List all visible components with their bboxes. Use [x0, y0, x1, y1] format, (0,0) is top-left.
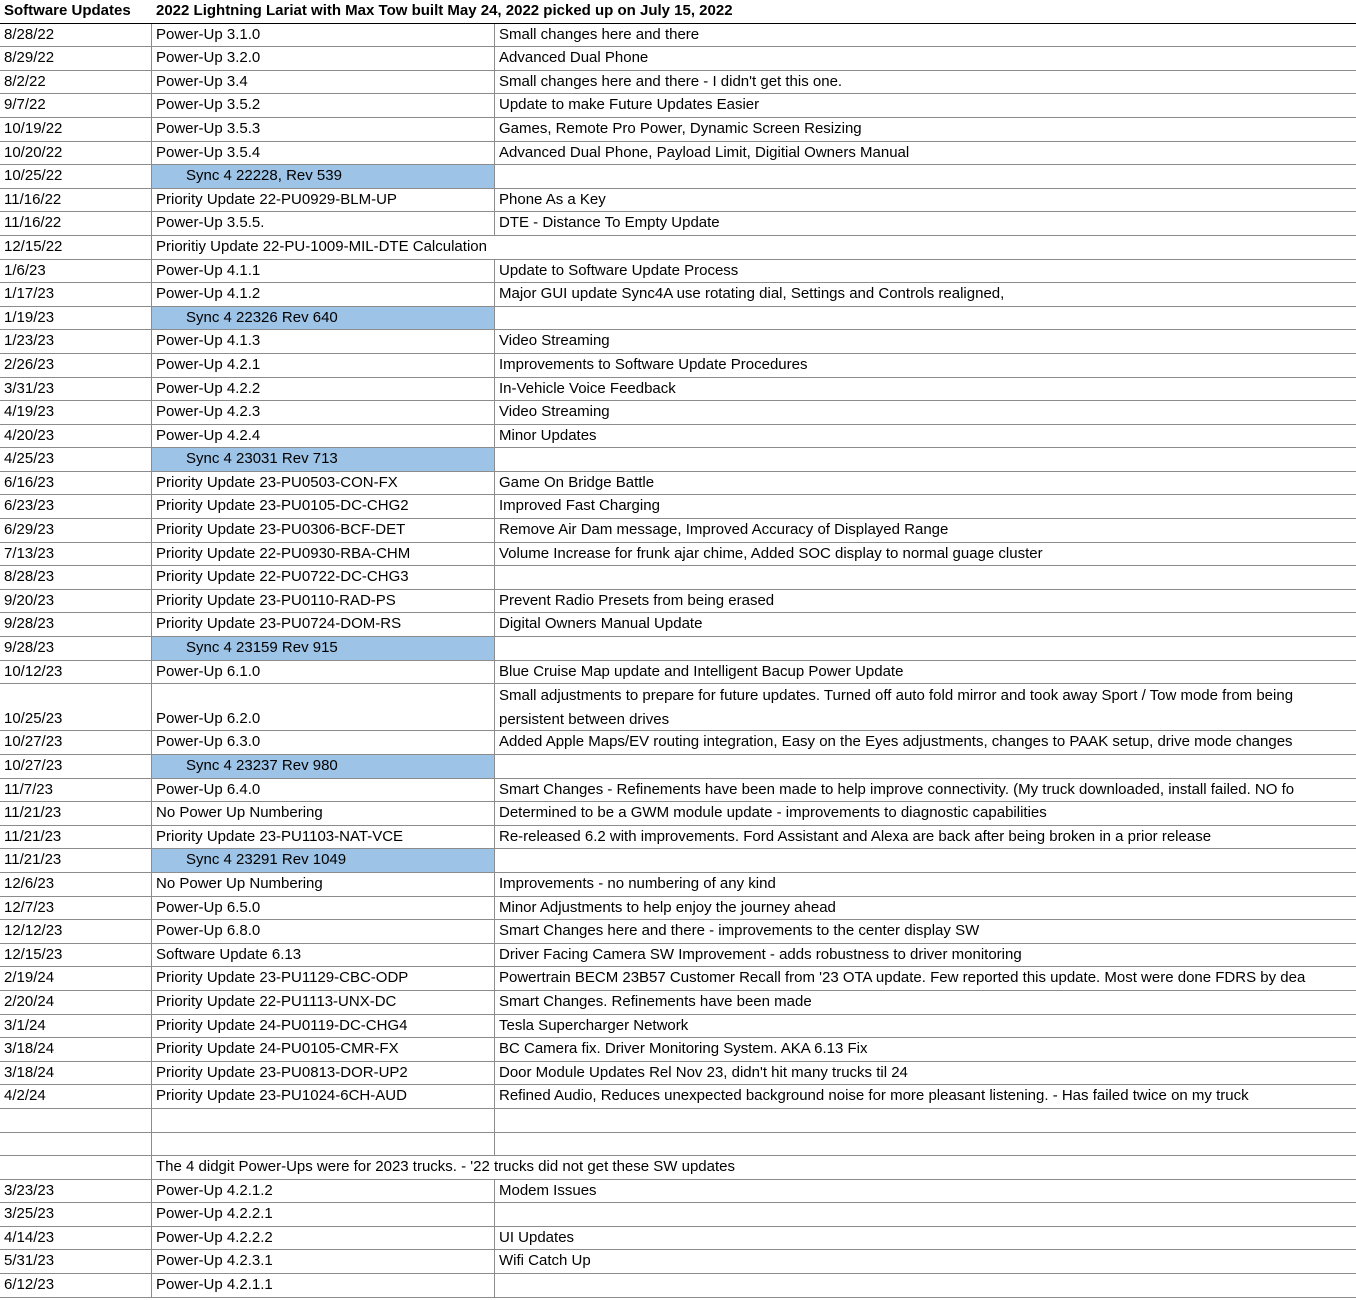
- table-row: [0, 354, 1356, 378]
- table-row: [0, 47, 1356, 71]
- date-cell[interactable]: 8/2/22: [0, 71, 152, 94]
- date-cell[interactable]: 4/19/23: [0, 401, 152, 424]
- data-rows: [0, 24, 1356, 1298]
- table-row: [0, 1180, 1356, 1204]
- date-cell[interactable]: 10/12/23: [0, 661, 152, 684]
- notes-cell[interactable]: Door Module Updates Rel Nov 23, didn't hit many trucks til 24: [499, 1063, 908, 1081]
- date-cell[interactable]: 4/14/23: [0, 1227, 152, 1250]
- notes-cell[interactable]: Update to Software Update Process: [499, 261, 739, 279]
- version-cell[interactable]: Power-Up 4.1.1: [152, 260, 495, 283]
- notes-cell[interactable]: Smart Changes here and there - improvements to the center display SW: [499, 922, 980, 940]
- table-row: [0, 1227, 1356, 1251]
- notes-cell[interactable]: [495, 637, 1356, 660]
- notes-cell[interactable]: UI Updates: [499, 1228, 575, 1246]
- notes-cell[interactable]: Phone As a Key: [499, 190, 606, 208]
- version-cell[interactable]: Priority Update 23-PU0813-DOR-UP2: [152, 1062, 495, 1085]
- version-cell[interactable]: [152, 1133, 495, 1156]
- header-title-cell[interactable]: 2022 Lightning Lariat with Max Tow built May 24, 2022 picked up on July 15, 2022: [156, 2, 733, 19]
- version-cell[interactable]: Power-Up 6.3.0: [152, 731, 495, 754]
- date-cell[interactable]: 7/13/23: [0, 543, 152, 566]
- sync-version-cell[interactable]: Sync 4 23031 Rev 713: [152, 448, 495, 471]
- table-row: [0, 71, 1356, 95]
- table-row: [0, 1109, 1356, 1133]
- notes-cell[interactable]: Advanced Dual Phone, Payload Limit, Digitial Owners Manual: [499, 143, 910, 161]
- date-cell[interactable]: 2/20/24: [0, 991, 152, 1014]
- table-row: [0, 1133, 1356, 1157]
- notes-cell[interactable]: DTE - Distance To Empty Update: [499, 214, 720, 232]
- sync-version-cell[interactable]: Sync 4 23237 Rev 980: [152, 755, 495, 778]
- table-row: [0, 590, 1356, 614]
- version-cell[interactable]: Power-Up 4.2.2.2: [152, 1227, 495, 1250]
- date-cell[interactable]: 2/26/23: [0, 354, 152, 377]
- table-row: [0, 118, 1356, 142]
- version-cell[interactable]: [152, 1109, 495, 1132]
- notes-cell[interactable]: [495, 448, 1356, 471]
- table-row: [0, 260, 1356, 284]
- table-row: [0, 967, 1356, 991]
- notes-cell[interactable]: Improvements - no numbering of any kind: [499, 874, 776, 892]
- table-row: [0, 1038, 1356, 1062]
- version-cell[interactable]: No Power Up Numbering: [152, 802, 495, 825]
- version-cell[interactable]: Priority Update 23-PU0724-DOM-RS: [152, 613, 495, 636]
- date-cell[interactable]: 10/27/23: [0, 731, 152, 754]
- table-row: [0, 566, 1356, 590]
- table-row: [0, 873, 1356, 897]
- notes-cell[interactable]: [495, 755, 1356, 778]
- notes-cell[interactable]: Minor Adjustments to help enjoy the journey ahead: [499, 898, 836, 916]
- date-cell[interactable]: 9/28/23: [0, 637, 152, 660]
- notes-cell[interactable]: Small changes here and there - I didn't get this one.: [499, 72, 843, 90]
- version-cell[interactable]: Power-Up 4.2.1: [152, 354, 495, 377]
- notes-cell[interactable]: Added Apple Maps/EV routing integration, Easy on the Eyes adjustments, changes to PAAK setup, drive mode changes: [499, 733, 1293, 751]
- sync-version-cell[interactable]: Sync 4 22228, Rev 539: [152, 165, 495, 188]
- date-cell[interactable]: 8/29/22: [0, 47, 152, 70]
- notes-cell[interactable]: [495, 566, 1356, 589]
- notes-cell[interactable]: Wifi Catch Up: [499, 1252, 591, 1270]
- date-cell[interactable]: 2/19/24: [0, 967, 152, 990]
- version-cell[interactable]: Power-Up 3.5.4: [152, 142, 495, 165]
- notes-cell[interactable]: Improvements to Software Update Procedures: [499, 355, 808, 373]
- notes-cell[interactable]: [495, 1274, 1356, 1297]
- table-row: [0, 142, 1356, 166]
- merged-note-cell[interactable]: The 4 didgit Power-Ups were for 2023 trucks. - '22 trucks did not get these SW updates: [156, 1158, 735, 1176]
- table-row: [0, 330, 1356, 354]
- notes-cell[interactable]: Smart Changes. Refinements have been made: [499, 992, 812, 1010]
- notes-cell[interactable]: Powertrain BECM 23B57 Customer Recall from '23 OTA update. Few reported this update. Most were done FDRS by dea: [499, 969, 1306, 987]
- notes-cell[interactable]: Remove Air Dam message, Improved Accuracy of Displayed Range: [499, 521, 949, 539]
- notes-cell[interactable]: [495, 849, 1356, 872]
- version-cell[interactable]: Priority Update 22-PU1113-UNX-DC: [152, 991, 495, 1014]
- date-cell[interactable]: 1/17/23: [0, 283, 152, 306]
- table-row: [0, 731, 1356, 755]
- date-cell[interactable]: [0, 1109, 152, 1132]
- table-row: [0, 920, 1356, 944]
- table-row: [0, 613, 1356, 637]
- version-cell[interactable]: Power-Up 6.2.0: [152, 684, 495, 730]
- table-row: [0, 519, 1356, 543]
- version-cell[interactable]: Priority Update 23-PU0503-CON-FX: [152, 472, 495, 495]
- version-cell[interactable]: Power-Up 3.2.0: [152, 47, 495, 70]
- version-cell[interactable]: Priority Update 22-PU0930-RBA-CHM: [152, 543, 495, 566]
- notes-cell[interactable]: Refined Audio, Reduces unexpected background noise for more pleasant listening. - Has failed twice on my truck: [499, 1087, 1249, 1105]
- notes-cell[interactable]: Video Streaming: [499, 332, 610, 350]
- table-row: [0, 1156, 1356, 1180]
- version-cell[interactable]: Power-Up 3.5.5.: [152, 212, 495, 235]
- version-cell[interactable]: Power-Up 4.2.1.2: [152, 1180, 495, 1203]
- version-cell[interactable]: Priority Update 22-PU0929-BLM-UP: [152, 189, 495, 212]
- version-cell[interactable]: No Power Up Numbering: [152, 873, 495, 896]
- sync-version-cell[interactable]: Sync 4 22326 Rev 640: [152, 307, 495, 330]
- version-cell[interactable]: Power-Up 4.2.4: [152, 425, 495, 448]
- notes-cell[interactable]: Games, Remote Pro Power, Dynamic Screen Resizing: [499, 119, 862, 137]
- sync-version-cell[interactable]: Sync 4 23159 Rev 915: [152, 637, 495, 660]
- notes-cell[interactable]: [495, 1203, 1356, 1226]
- notes-cell[interactable]: Re-released 6.2 with improvements. Ford Assistant and Alexa are back after being broken in a prior release: [499, 827, 1212, 845]
- date-cell[interactable]: 6/29/23: [0, 519, 152, 542]
- version-cell[interactable]: Power-Up 6.1.0: [152, 661, 495, 684]
- notes-cell[interactable]: In-Vehicle Voice Feedback: [499, 379, 676, 397]
- version-cell[interactable]: Power-Up 3.5.2: [152, 94, 495, 117]
- date-cell[interactable]: 5/31/23: [0, 1250, 152, 1273]
- date-cell[interactable]: 1/23/23: [0, 330, 152, 353]
- version-cell[interactable]: Power-Up 4.2.3.1: [152, 1250, 495, 1273]
- version-cell[interactable]: Power-Up 6.5.0: [152, 897, 495, 920]
- table-row: [0, 755, 1356, 779]
- table-row: [0, 24, 1356, 48]
- table-row: [0, 212, 1356, 236]
- date-cell[interactable]: 3/1/24: [0, 1015, 152, 1038]
- date-cell[interactable]: 3/25/23: [0, 1203, 152, 1226]
- date-cell[interactable]: 8/28/23: [0, 566, 152, 589]
- notes-cell[interactable]: Minor Updates: [499, 426, 597, 444]
- notes-cell[interactable]: Blue Cruise Map update and Intelligent Bacup Power Update: [499, 662, 904, 680]
- notes-cell[interactable]: [495, 307, 1356, 330]
- date-cell[interactable]: 3/18/24: [0, 1062, 152, 1085]
- table-row: [0, 189, 1356, 213]
- table-row: [0, 495, 1356, 519]
- date-cell[interactable]: 3/23/23: [0, 1180, 152, 1203]
- table-row: [0, 1015, 1356, 1039]
- notes-cell[interactable]: Small changes here and there: [499, 25, 700, 43]
- notes-cell[interactable]: Advanced Dual Phone: [499, 49, 649, 67]
- version-cell[interactable]: Power-Up 3.5.3: [152, 118, 495, 141]
- table-row: [0, 448, 1356, 472]
- version-cell[interactable]: Power-Up 3.1.0: [152, 24, 495, 47]
- version-cell[interactable]: Priority Update 23-PU0105-DC-CHG2: [152, 495, 495, 518]
- date-cell[interactable]: 11/21/23: [0, 802, 152, 825]
- date-cell[interactable]: 10/19/22: [0, 118, 152, 141]
- date-cell[interactable]: 1/6/23: [0, 260, 152, 283]
- version-cell[interactable]: Power-Up 4.1.2: [152, 283, 495, 306]
- date-cell[interactable]: 11/21/23: [0, 849, 152, 872]
- notes-cell[interactable]: Tesla Supercharger Network: [499, 1016, 689, 1034]
- date-cell[interactable]: 6/16/23: [0, 472, 152, 495]
- table-row: [0, 944, 1356, 968]
- table-row: [0, 684, 1356, 731]
- notes-cell[interactable]: Prevent Radio Presets from being erased: [499, 591, 775, 609]
- date-cell[interactable]: [0, 1133, 152, 1156]
- notes-cell[interactable]: Small adjustments to prepare for future updates. Turned off auto fold mirror and took away Sport / Tow mode from being persistent between drives: [499, 687, 1294, 728]
- table-row: [0, 543, 1356, 567]
- date-cell[interactable]: 11/7/23: [0, 779, 152, 802]
- date-cell[interactable]: 12/15/23: [0, 944, 152, 967]
- version-cell[interactable]: Priority Update 23-PU1129-CBC-ODP: [152, 967, 495, 990]
- table-row: [0, 307, 1356, 331]
- version-cell[interactable]: Power-Up 6.8.0: [152, 920, 495, 943]
- notes-cell[interactable]: [495, 1109, 1356, 1132]
- date-cell[interactable]: 12/6/23: [0, 873, 152, 896]
- version-cell[interactable]: Power-Up 4.2.1.1: [152, 1274, 495, 1297]
- date-cell[interactable]: 6/23/23: [0, 495, 152, 518]
- date-cell[interactable]: 3/18/24: [0, 1038, 152, 1061]
- table-row: [0, 802, 1356, 826]
- table-row: [0, 1203, 1356, 1227]
- table-row: [0, 1274, 1356, 1298]
- date-cell[interactable]: 4/20/23: [0, 425, 152, 448]
- version-cell[interactable]: Power-Up 4.2.3: [152, 401, 495, 424]
- notes-cell[interactable]: Modem Issues: [499, 1181, 597, 1199]
- date-cell[interactable]: 11/16/22: [0, 212, 152, 235]
- date-cell[interactable]: 3/31/23: [0, 378, 152, 401]
- merged-note-cell[interactable]: Prioritiy Update 22-PU-1009-MIL-DTE Calculation: [156, 237, 487, 255]
- table-row: [0, 472, 1356, 496]
- date-cell[interactable]: 12/15/22: [0, 236, 152, 259]
- date-cell[interactable]: 10/20/22: [0, 142, 152, 165]
- table-row: [0, 401, 1356, 425]
- date-cell[interactable]: 9/7/22: [0, 94, 152, 117]
- notes-cell[interactable]: Determined to be a GWM module update - improvements to diagnostic capabilities: [499, 804, 1047, 822]
- table-row: [0, 779, 1356, 803]
- date-cell[interactable]: 11/16/22: [0, 189, 152, 212]
- table-row: [0, 637, 1356, 661]
- notes-cell[interactable]: [495, 165, 1356, 188]
- table-row: [0, 1250, 1356, 1274]
- date-cell[interactable]: 6/12/23: [0, 1274, 152, 1297]
- table-row: [0, 826, 1356, 850]
- version-cell[interactable]: Power-Up 4.1.3: [152, 330, 495, 353]
- date-cell[interactable]: 4/2/24: [0, 1085, 152, 1108]
- date-cell[interactable]: 1/19/23: [0, 307, 152, 330]
- table-row: [0, 849, 1356, 873]
- notes-cell[interactable]: BC Camera fix. Driver Monitoring System. AKA 6.13 Fix: [499, 1040, 868, 1058]
- date-cell[interactable]: 9/20/23: [0, 590, 152, 613]
- date-cell[interactable]: 8/28/22: [0, 24, 152, 47]
- version-cell[interactable]: Priority Update 23-PU0110-RAD-PS: [152, 590, 495, 613]
- version-cell[interactable]: Software Update 6.13: [152, 944, 495, 967]
- date-cell[interactable]: 12/12/23: [0, 920, 152, 943]
- table-row: [0, 991, 1356, 1015]
- table-row: [0, 283, 1356, 307]
- table-row: [0, 897, 1356, 921]
- date-cell[interactable]: [0, 1156, 152, 1179]
- table-row: [0, 378, 1356, 402]
- notes-cell[interactable]: Major GUI update Sync4A use rotating dial, Settings and Controls realigned,: [499, 285, 1005, 303]
- version-cell[interactable]: Priority Update 23-PU0306-BCF-DET: [152, 519, 495, 542]
- date-cell[interactable]: 4/25/23: [0, 448, 152, 471]
- table-row: [0, 1062, 1356, 1086]
- table-row: [0, 1085, 1356, 1109]
- table-row: [0, 165, 1356, 189]
- version-cell[interactable]: Power-Up 4.2.2: [152, 378, 495, 401]
- date-cell[interactable]: 12/7/23: [0, 897, 152, 920]
- table-row: [0, 94, 1356, 118]
- table-row: [0, 661, 1356, 685]
- date-cell[interactable]: 10/27/23: [0, 755, 152, 778]
- version-cell[interactable]: Power-Up 4.2.2.1: [152, 1203, 495, 1226]
- notes-cell[interactable]: Digital Owners Manual Update: [499, 615, 703, 633]
- notes-cell[interactable]: Driver Facing Camera SW Improvement - adds robustness to driver monitoring: [499, 945, 1022, 963]
- notes-cell[interactable]: Smart Changes - Refinements have been made to help improve connectivity. (My truck downloaded, install failed. NO fo: [499, 780, 1295, 798]
- header-row: [0, 0, 1356, 24]
- version-cell[interactable]: Priority Update 24-PU0105-CMR-FX: [152, 1038, 495, 1061]
- date-cell[interactable]: 11/21/23: [0, 826, 152, 849]
- table-row: [0, 425, 1356, 449]
- version-cell[interactable]: Power-Up 6.4.0: [152, 779, 495, 802]
- notes-cell[interactable]: Video Streaming: [499, 403, 610, 421]
- version-cell[interactable]: Power-Up 3.4: [152, 71, 495, 94]
- version-cell[interactable]: Priority Update 23-PU1103-NAT-VCE: [152, 826, 495, 849]
- version-cell[interactable]: Priority Update 22-PU0722-DC-CHG3: [152, 566, 495, 589]
- date-cell[interactable]: 10/25/23: [0, 684, 152, 730]
- table-row: [0, 236, 1356, 260]
- version-cell[interactable]: Priority Update 24-PU0119-DC-CHG4: [152, 1015, 495, 1038]
- notes-cell[interactable]: Volume Increase for frunk ajar chime, Added SOC display to normal guage cluster: [499, 544, 1043, 562]
- notes-cell[interactable]: Improved Fast Charging: [499, 497, 660, 515]
- notes-cell[interactable]: [495, 1133, 1356, 1156]
- header-cell-a[interactable]: Software Updates: [4, 2, 131, 19]
- notes-cell[interactable]: Game On Bridge Battle: [499, 473, 655, 491]
- notes-cell[interactable]: Update to make Future Updates Easier: [499, 96, 760, 114]
- sync-version-cell[interactable]: Sync 4 23291 Rev 1049: [152, 849, 495, 872]
- date-cell[interactable]: 10/25/22: [0, 165, 152, 188]
- date-cell[interactable]: 9/28/23: [0, 613, 152, 636]
- version-cell[interactable]: Priority Update 23-PU1024-6CH-AUD: [152, 1085, 495, 1108]
